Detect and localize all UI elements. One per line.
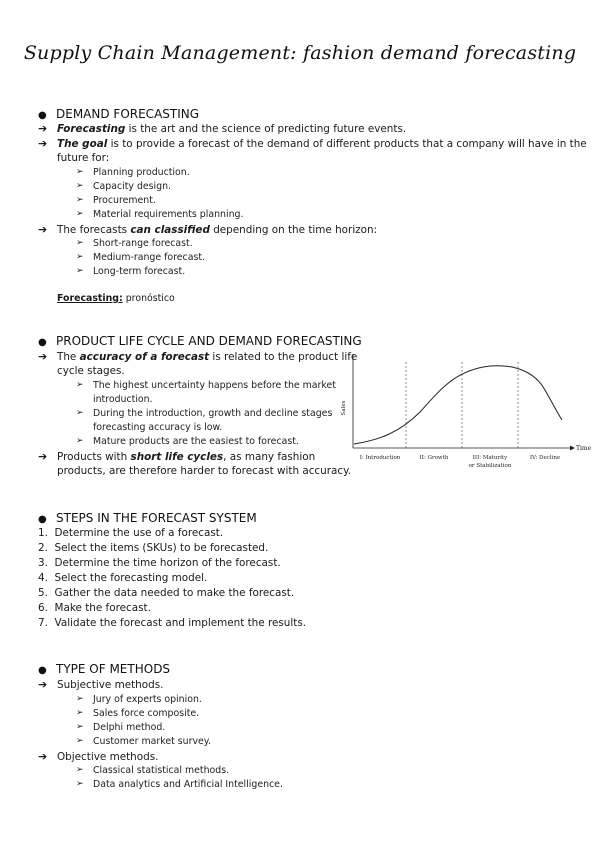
- stage-label-introduction: I: Introduction: [359, 455, 401, 461]
- stage-label-decline: IV: Decline: [529, 455, 561, 461]
- chevron-bullet-icon: ➢: [76, 708, 84, 718]
- arrow-bullet-icon: ➔: [38, 137, 48, 150]
- chevron-bullet-icon: ➢: [76, 436, 84, 446]
- chevron-bullet-icon: ➢: [76, 736, 84, 746]
- list-item: Classical statistical methods.: [93, 765, 230, 776]
- page-title: Supply Chain Management: fashion demand forecasting: [23, 42, 577, 64]
- list-item: Long-term forecast.: [93, 266, 186, 277]
- arrow-bullet-icon: ➔: [38, 122, 48, 135]
- bullet-dot-icon: ●: [38, 514, 47, 525]
- step-text: Validate the forecast and implement the results.: [54, 617, 307, 629]
- bullet-dot-icon: ●: [38, 665, 47, 676]
- chevron-bullet-icon: ➢: [76, 765, 84, 775]
- term-forecasting: Forecasting: [57, 123, 126, 135]
- chevron-bullet-icon: ➢: [76, 209, 84, 219]
- paragraph-accuracy: [57, 350, 357, 364]
- paragraph-accuracy-continued: cycle stages.: [57, 365, 125, 377]
- step-text: Make the forecast.: [54, 602, 151, 614]
- chevron-bullet-icon: ➢: [76, 167, 84, 177]
- list-item: Medium-range forecast.: [93, 252, 206, 263]
- arrow-bullet-icon: ➔: [38, 350, 48, 363]
- chevron-bullet-icon: ➢: [76, 195, 84, 205]
- paragraph-short-life-cycles-continued: products, are therefore harder to forecast with accuracy.: [57, 465, 352, 477]
- list-item: Sales force composite.: [93, 708, 200, 719]
- chevron-bullet-icon: ➢: [76, 694, 84, 704]
- section-heading-text: STEPS IN THE FORECAST SYSTEM: [56, 511, 257, 525]
- paragraph-classification: [57, 223, 377, 237]
- paragraph-text: depending on the time horizon:: [209, 224, 378, 236]
- step-text: Determine the time horizon of the forecast.: [54, 557, 281, 569]
- arrow-bullet-icon: ➔: [38, 450, 48, 463]
- definition-term: Forecasting:: [57, 293, 123, 304]
- paragraph-text: The forecasts: [57, 224, 131, 236]
- product-life-cycle-chart: [340, 352, 592, 474]
- list-item: Procurement.: [93, 195, 156, 206]
- step-item: 2. Select the items (SKUs) to be forecasted.: [38, 542, 269, 554]
- section-heading-demand-forecasting: [38, 107, 199, 123]
- section-heading-text: TYPE OF METHODS: [56, 662, 171, 676]
- list-item: Delphi method.: [93, 722, 166, 733]
- section-heading-product-life-cycle: [38, 334, 362, 350]
- arrow-bullet-icon: ➔: [38, 750, 48, 763]
- step-text: Select the forecasting model.: [54, 572, 208, 584]
- paragraph-short-life-cycles: [57, 450, 315, 464]
- y-axis-label: Sales: [341, 400, 347, 416]
- step-text: Gather the data needed to make the forecast.: [54, 587, 295, 599]
- chevron-bullet-icon: ➢: [76, 779, 84, 789]
- list-item: Capacity design.: [93, 181, 172, 192]
- definition-note: [57, 292, 175, 305]
- list-item: Short-range forecast.: [93, 238, 193, 249]
- definition-text: pronóstico: [122, 293, 175, 304]
- list-item: Jury of experts opinion.: [93, 694, 202, 705]
- bullet-dot-icon: ●: [38, 337, 47, 348]
- chevron-bullet-icon: ➢: [76, 181, 84, 191]
- chevron-bullet-icon: ➢: [76, 380, 84, 390]
- step-text: Determine the use of a forecast.: [54, 527, 224, 539]
- chevron-bullet-icon: ➢: [76, 408, 84, 418]
- bullet-dot-icon: ●: [38, 110, 47, 121]
- list-item-continued: introduction.: [93, 394, 153, 405]
- list-item: The highest uncertainty happens before the market: [93, 380, 336, 391]
- section-heading-methods: [38, 662, 170, 678]
- paragraph-goal-continued: future for:: [57, 152, 110, 164]
- sales-curve: [354, 366, 562, 444]
- step-item: 3. Determine the time horizon of the forecast.: [38, 557, 281, 569]
- term-can-classified: can classified: [130, 224, 210, 236]
- section-heading-text: PRODUCT LIFE CYCLE AND DEMAND FORECASTING: [56, 334, 362, 348]
- step-item: 1. Determine the use of a forecast.: [38, 527, 224, 539]
- step-item: 6. Make the forecast.: [38, 602, 151, 614]
- list-item: Mature products are the easiest to forecast.: [93, 436, 299, 447]
- paragraph-text: , as many fashion: [223, 451, 316, 463]
- stage-label-growth: II: Growth: [419, 455, 449, 461]
- method-group-subjective: Subjective methods.: [57, 679, 164, 691]
- paragraph-text: is related to the product life: [209, 351, 358, 363]
- arrow-bullet-icon: ➔: [38, 223, 48, 236]
- paragraph-text: The: [57, 351, 80, 363]
- paragraph-text: is to provide a forecast of the demand of different products that a company will have in the: [107, 138, 587, 150]
- method-group-objective: Objective methods.: [57, 751, 159, 763]
- list-item: Material requirements planning.: [93, 209, 244, 220]
- list-item: During the introduction, growth and decline stages: [93, 408, 333, 419]
- paragraph-text: is the art and the science of predicting future events.: [125, 123, 407, 135]
- section-heading-text: DEMAND FORECASTING: [56, 107, 200, 121]
- chevron-bullet-icon: ➢: [76, 238, 84, 248]
- term-short-life-cycles: short life cycles: [130, 451, 224, 463]
- list-item: Planning production.: [93, 167, 190, 178]
- chevron-bullet-icon: ➢: [76, 252, 84, 262]
- stage-label-maturity: III: Maturity: [472, 455, 508, 461]
- arrow-bullet-icon: ➔: [38, 678, 48, 691]
- chevron-bullet-icon: ➢: [76, 266, 84, 276]
- section-heading-steps: [38, 511, 257, 527]
- paragraph-forecasting: [57, 122, 406, 136]
- step-item: 5. Gather the data needed to make the forecast.: [38, 587, 295, 599]
- step-item: 4. Select the forecasting model.: [38, 572, 208, 584]
- list-item-continued: forecasting accuracy is low.: [93, 422, 223, 433]
- x-axis-label: Time: [576, 445, 592, 452]
- paragraph-goal: [57, 137, 587, 151]
- x-axis-arrow-icon: [570, 446, 575, 451]
- term-goal: The goal: [57, 138, 108, 150]
- stage-label-stabilization: or Stabilization: [468, 463, 512, 469]
- paragraph-text: Products with: [57, 451, 131, 463]
- list-item: Data analytics and Artificial Intelligence.: [93, 779, 283, 790]
- term-accuracy: accuracy of a forecast: [79, 351, 210, 363]
- list-item: Customer market survey.: [93, 736, 211, 747]
- chevron-bullet-icon: ➢: [76, 722, 84, 732]
- step-text: Select the items (SKUs) to be forecasted.: [54, 542, 269, 554]
- step-item: 7. Validate the forecast and implement the results.: [38, 617, 307, 629]
